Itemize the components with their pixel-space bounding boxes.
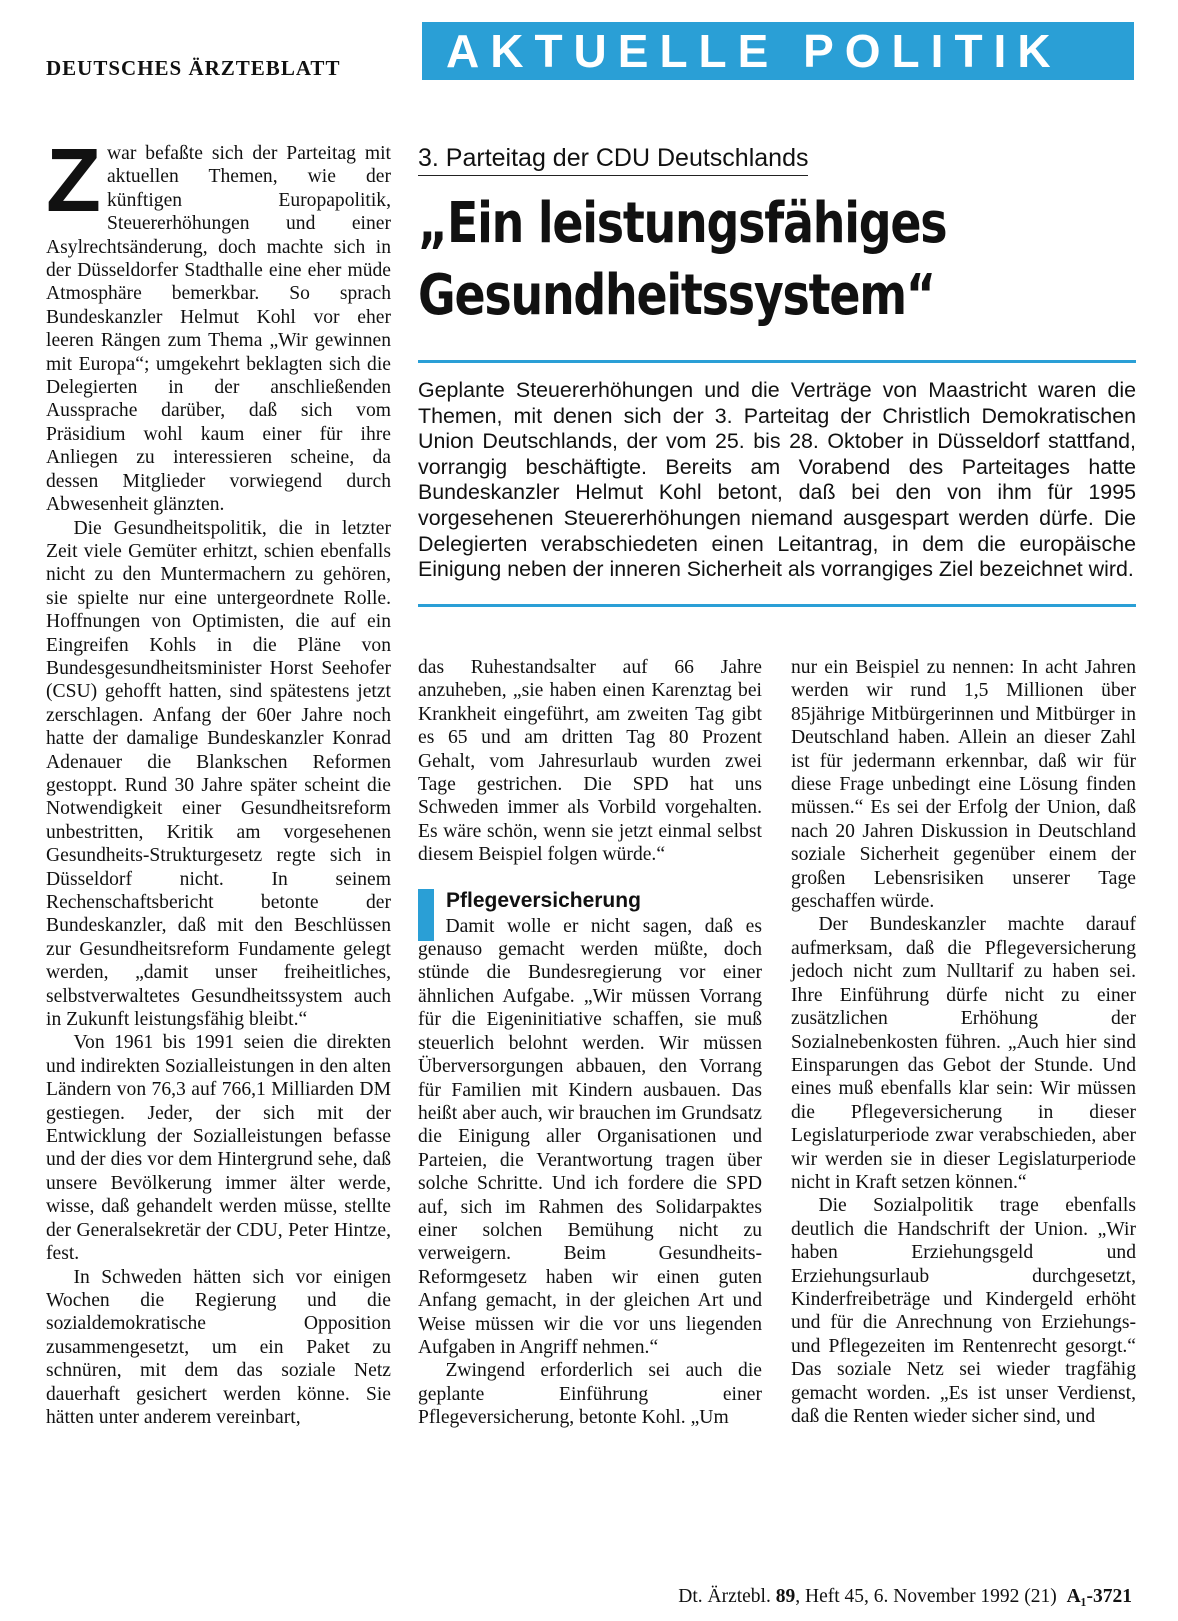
paragraph: Der Bundeskanzler machte darauf aufmerksam, daß die Pflegeversicherung jedoch nicht zum Nulltarif zu haben sei. Ihre Einführung dürfe nicht zu einer zusätzlichen Erhöhung der Sozialnebenkosten führen. „Auch hier sind Einsparungen das Gebot der Stunde. Und eines muß ebenfalls klar sein: Wir müssen die Pflegeversicherung in dieser Legislaturperiode zwar verabschieden, aber wir werden sie in dieser Legislaturperiode nicht in Kraft setzen können.“ bbox=[791, 914, 1136, 1193]
divider-top bbox=[418, 360, 1136, 363]
footer-page-number: A₁-3721 bbox=[1066, 1586, 1132, 1607]
column-3 bbox=[791, 656, 1136, 1428]
headline-line: Gesundheitssystem“ bbox=[418, 263, 935, 328]
paragraph: Von 1961 bis 1991 seien die direkten und indirekten Sozialleistungen in den alten Ländern von 76,3 auf 766,1 Milliarden DM gestiegen. Jeder, der sich mit der Entwicklung der Sozialleistungen befasse und der dies vor dem Hintergrund sehe, daß unsere Bevölkerung immer älter werde, wisse, daß gehandelt werden müsse, stellte der Generalsekretär der CDU, Peter Hintze, fest. bbox=[46, 1032, 391, 1265]
column-2 bbox=[418, 656, 762, 1430]
headline bbox=[418, 188, 1008, 332]
footer-volume: 89 bbox=[775, 1586, 796, 1607]
paragraph: Damit wolle er nicht sagen, daß es genauso gemacht werden müßte, doch stünde die Bundesregierung vor einer ähnlichen Aufgabe. „Wir müssen Vorrang für die Eigeninitiative schaffen, sie muß steuerlich belohnt werden. Wir müssen Überversorgungen abbauen, den Vorrang für Familien mit Kindern ausbauen. Das heißt aber auch, wir brauchen im Grundsatz die Einigung aller Organisationen und Parteien, die Verantwortung tragen über solche Schritte. Und ich fordere die SPD auf, sich im Rahmen des Solidarpaktes einer solchen Bemühung nicht zu verweigern. Beim Gesundheits-Reformgesetz haben wir einen guten Anfang gemacht, in der gleichen Art und Weise müssen wir die vor uns liegenden Aufgaben in Angriff nehmen.“ bbox=[418, 915, 762, 1358]
masthead: DEUTSCHES ÄRZTEBLATT bbox=[46, 56, 341, 80]
footer-issue-date: , Heft 45, 6. November 1992 (21) bbox=[795, 1586, 1057, 1607]
drop-cap: Z bbox=[46, 131, 101, 231]
paragraph: das Ruhestandsalter auf 66 Jahre anzuheben, „sie haben einen Karenztag bei Krankheit eingeführt, am zweiten Tag gibt es 65 und am dritten Tag 80 Prozent Gehalt, vom Jahresurlaub wurden zwei Tage gestrichen. Die SPD hat uns Schweden immer als Vorbild vorgehalten. Es wäre schön, wenn sie jetzt einmal selbst diesem Beispiel folgen würde.“ bbox=[418, 657, 762, 866]
column-1 bbox=[46, 131, 391, 1429]
kicker: 3. Parteitag der CDU Deutschlands bbox=[418, 144, 808, 176]
footer-source: Dt. Ärztebl. bbox=[678, 1586, 771, 1607]
subheading-label: Pflegeversicherung bbox=[446, 888, 641, 912]
lead-paragraph: Geplante Steuererhöhungen und die Verträge von Maastricht waren die Themen, mit denen sich der 3. Parteitag der Christlich Demokratischen Union Deutschlands, der vom 25. bis 28. Oktober in Düsseldorf stattfand, vorrangig beschäftigte. Bereits am Vorabend des Parteitages hatte Bundeskanzler Helmut Kohl betont, daß bei den von ihm für 1995 vorgesehenen Steuererhöhungen niemand ausgespart werden dürfe. Die Delegierten verabschiedeten einen Leitantrag, in dem die europäische Einigung neben der inneren Sicherheit als vorrangiges Ziel bezeichnet wird. bbox=[418, 378, 1136, 582]
page-footer bbox=[678, 1586, 1132, 1608]
paragraph: war befaßte sich der Parteitag mit aktuellen Themen, wie der künftigen Europapolitik, Steuererhöhungen und einer Asylrechtsänderung, doch machte sich in der Düsseldorfer Stadthalle eine eher müde Atmosphäre bemerkbar. So sprach Bundeskanzler Helmut Kohl vor eher leeren Rängen zum Thema „Wir gewinnen mit Europa“; umgekehrt beklagten sich die Delegierten in der anschließenden Aussprache darüber, daß sich vom Präsidium wohl kaum einer für ihre Anliegen zu interessieren scheine, da dessen Mitglieder vorwiegend durch Abwesenheit glänzten. bbox=[46, 143, 391, 516]
paragraph: Zwingend erforderlich sei auch die geplante Einführung einer Pflegeversicherung, betonte Kohl. „Um bbox=[418, 1360, 762, 1429]
paragraph: Die Sozialpolitik trage ebenfalls deutlich die Handschrift der Union. „Wir haben Erziehungsgeld und Erziehungsurlaub durchgesetzt, Kinderfreibeträge und Kindergeld erhöht und für die Anrechnung von Erziehungs- und Pflegezeiten im Rentenrecht gesorgt.“ Das soziale Netz sei wieder tragfähig gemacht worden. „Es ist unser Verdienst, daß die Renten wieder sicher sind, und bbox=[791, 1195, 1136, 1427]
paragraph: Die Gesundheitspolitik, die in letzter Zeit viele Gemüter erhitzt, schien ebenfalls nicht zu den Muntermachern zu gehören, sie spielte nur eine untergeordnete Rolle. Hoffnungen von Optimisten, die auf ein Eingreifen Kohls in die Pläne von Bundesgesundheitsminister Horst Seehofer (CSU) gehofft hatten, sind spätestens jetzt zerschlagen. Anfang der 60er Jahre noch hatte der damalige Bundeskanzler Konrad Adenauer die Blankschen Reformen gestoppt. Rund 30 Jahre später scheint die Notwendigkeit einer Gesundheitsreform unbestritten, Kritik am vorgesehenen Gesundheits-Strukturgesetz regte sich in Düsseldorf nicht. In seinem Rechenschaftsbericht betonte der Bundeskanzler, daß mit den Beschlüssen zur Gesundheitsreform Fundamente gelegt werden, „damit unser freiheitliches, selbstverwaltetes Gesundheitssystem auch in Zukunft leistungsfähig bleibt.“ bbox=[46, 517, 391, 1031]
section-rubric: AKTUELLE POLITIK bbox=[422, 22, 1134, 80]
divider-bottom bbox=[418, 604, 1136, 607]
paragraph: In Schweden hätten sich vor einigen Wochen die Regierung und die sozialdemokratische Opposition zusammengesetzt, um ein Paket zu schnüren, mit dem das soziale Netz dauerhaft gesichert werden könne. Sie hätten unter anderem vereinbart, bbox=[46, 1266, 391, 1428]
headline-line: „Ein leistungsfähiges bbox=[418, 191, 947, 256]
subheading-bar bbox=[418, 889, 434, 941]
paragraph: nur ein Beispiel zu nennen: In acht Jahren werden wir rund 1,5 Millionen über 85jährige Mitbürgerinnen und Mitbürger in Deutschland haben. Allein an dieser Zahl ist für jedermann erkennbar, daß wir für diese Frage unbedingt eine Lösung finden müssen.“ Es sei der Erfolg der Union, daß nach 20 Jahren Diskussion in Deutschland soziale Sicherheit gegenüber einem der großen Lebensrisiken unserer Tage geschaffen würde. bbox=[791, 657, 1136, 913]
